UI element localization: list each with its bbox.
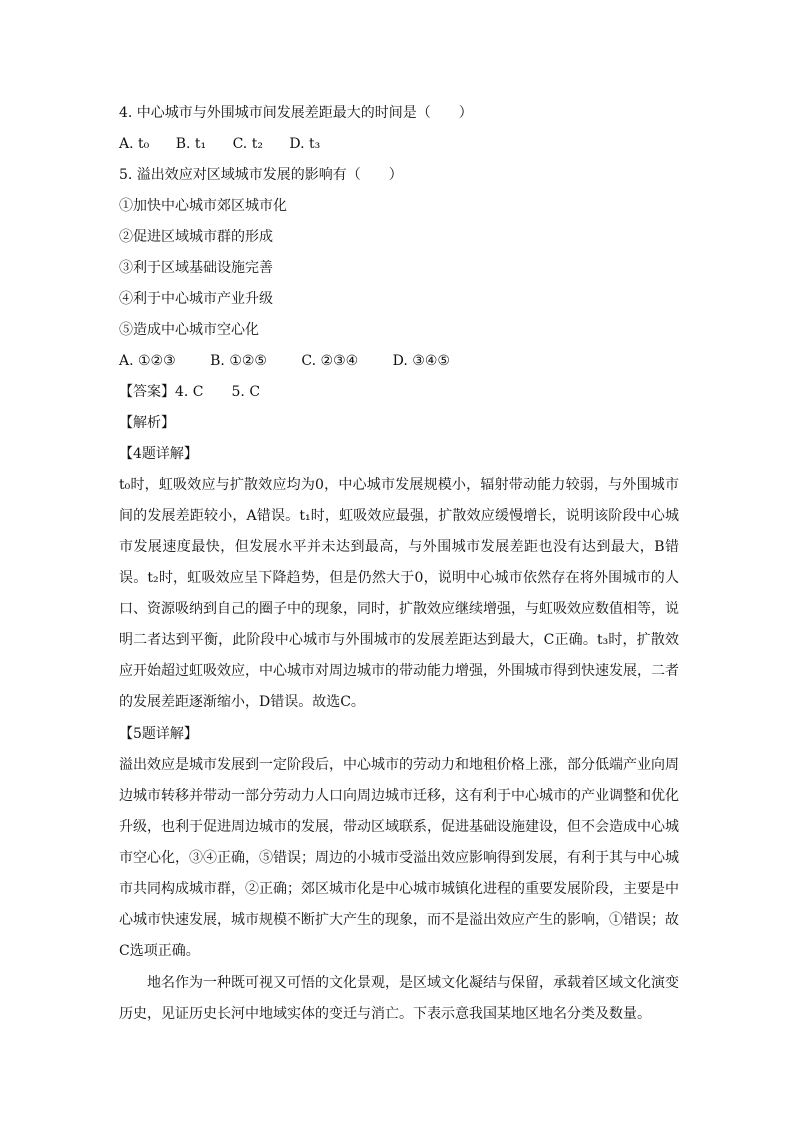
- q4-option-d: D. t₃: [289, 136, 321, 152]
- question-5-stem: 5. 溢出效应对区域城市发展的影响有（ ）: [119, 167, 403, 183]
- q4-detail-heading: 【4题详解】: [119, 446, 198, 462]
- q5-item-5: ⑤造成中心城市空心化: [119, 322, 259, 338]
- q4-option-b: B. t₁: [175, 136, 207, 152]
- analysis-heading: 【解析】: [119, 415, 175, 431]
- q5-option-c: C. ②③④: [301, 353, 359, 369]
- answer-line: 【答案】4. C 5. C: [119, 384, 261, 400]
- q5-option-d: D. ③④⑤: [392, 353, 450, 369]
- question-4-options: [119, 135, 342, 153]
- q5-item-1: ①加快中心城市郊区城市化: [119, 198, 287, 214]
- q5-option-a: A. ①②③: [119, 353, 176, 369]
- q5-detail-heading: 【5题详解】: [119, 726, 198, 742]
- q5-detail-text: 溢出效应是城市发展到一定阶段后，中心城市的劳动力和地租价格上涨，部分低端产业向周边城市转移并带动一部分劳动力人口向周边城市迁移，这有利于中心城市的产业调整和优化升级，也利于促进周边城市的发展，带动区域联系，促进基础设施建设，但不会造成中心城市空心化，③④正确，⑤错误；周边的小城市受溢出效应影响得到发展，有利于其与中心城市共同构成城市群，②正确；郊区城市化是中心城市城镇化进程的重要发展阶段，主要是中心城市快速发展，城市规模不断扩大产生的现象，而不是溢出效应产生的影响，①错误；故C选项正确。: [119, 757, 679, 959]
- question-4-stem: 4. 中心城市与外围城市间发展差距最大的时间是（ ）: [119, 105, 473, 121]
- q5-item-4: ④利于中心城市产业升级: [119, 291, 273, 307]
- question-5-options: [119, 352, 472, 370]
- q4-detail-text: t₀时，虹吸效应与扩散效应均为0，中心城市发展规模小，辐射带动能力较弱，与外围城市间的发展差距较小，A错误。t₁时，虹吸效应最强，扩散效应缓慢增长，说明该阶段中心城市发展速度最快，但发展水平并未达到最高，与外围城市发展差距也没有达到最大，B错误。t₂时，虹吸效应呈下降趋势，但是仍然大于0，说明中心城市依然存在将外围城市的人口、资源吸纳到自己的圈子中的现象，同时，扩散效应继续增强，与虹吸效应数值相等，说明二者达到平衡，此阶段中心城市与外围城市的发展差距达到最大，C正确。t₃时，扩散效应开始超过虹吸效应，中心城市对周边城市的带动能力增强，外围城市得到快速发展，二者的发展差距逐渐缩小，D错误。故选C。: [119, 477, 679, 710]
- q5-item-3: ③利于区域基础设施完善: [119, 260, 273, 276]
- q4-option-c: C. t₂: [232, 136, 263, 152]
- q4-option-a: A. t₀: [119, 136, 150, 152]
- intro-paragraph: 地名作为一种既可视又可悟的文化景观，是区域文化凝结与保留，承载着区域文化演变历史，见证历史长河中地域实体的变迁与消亡。下表示意我国某地区地名分类及数量。: [119, 975, 679, 1022]
- q5-item-2: ②促进区域城市群的形成: [119, 229, 273, 245]
- q5-option-b: B. ①②⑤: [210, 353, 267, 369]
